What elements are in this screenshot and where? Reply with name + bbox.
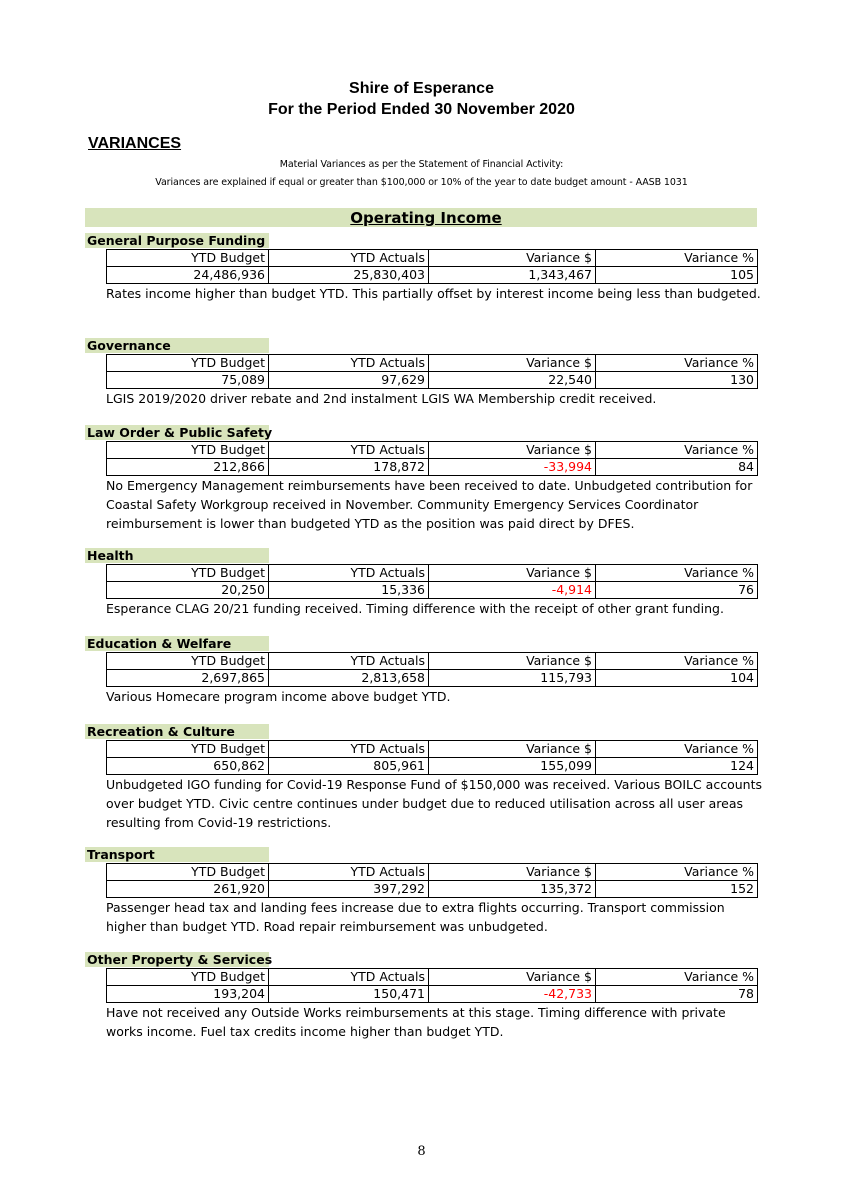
ytd-actuals-value: 25,830,403 bbox=[269, 267, 429, 284]
section-education-welfare bbox=[85, 633, 765, 706]
explanation: Rates income higher than budget YTD. This partially offset by interest income being less than budgeted. bbox=[106, 286, 761, 301]
col-variance-pct: Variance % bbox=[596, 250, 758, 267]
ytd-actuals-value: 2,813,658 bbox=[269, 670, 429, 687]
col-variance-pct: Variance % bbox=[596, 355, 758, 372]
col-ytd-actuals: YTD Actuals bbox=[269, 969, 429, 986]
col-ytd-budget: YTD Budget bbox=[107, 864, 269, 881]
note-line-2: Variances are explained if equal or greater than $100,000 or 10% of the year to date budget amount - AASB 1031 bbox=[155, 177, 688, 188]
col-variance-pct: Variance % bbox=[596, 741, 758, 758]
explanation: LGIS 2019/2020 driver rebate and 2nd instalment LGIS WA Membership credit received. bbox=[106, 391, 657, 406]
variances-heading: VARIANCES bbox=[88, 135, 182, 152]
section-title: Transport bbox=[85, 847, 269, 862]
ytd-actuals-value: 15,336 bbox=[269, 582, 429, 599]
variance-amount-value: 115,793 bbox=[429, 670, 596, 687]
ytd-actuals-value: 97,629 bbox=[269, 372, 429, 389]
header-row bbox=[107, 250, 758, 267]
variance-table bbox=[106, 863, 758, 898]
section-general-purpose-funding bbox=[85, 230, 765, 303]
col-variance-amount: Variance $ bbox=[429, 864, 596, 881]
variance-table bbox=[106, 441, 758, 476]
col-variance-pct: Variance % bbox=[596, 565, 758, 582]
variance-amount-value: -42,733 bbox=[429, 986, 596, 1003]
variance-table bbox=[106, 354, 758, 389]
col-ytd-actuals: YTD Actuals bbox=[269, 653, 429, 670]
variance-amount-value: 155,099 bbox=[429, 758, 596, 775]
value-row bbox=[107, 670, 758, 687]
ytd-actuals-value: 178,872 bbox=[269, 459, 429, 476]
variance-pct-value: 152 bbox=[596, 881, 758, 898]
variance-amount-value: -33,994 bbox=[429, 459, 596, 476]
variance-pct-value: 105 bbox=[596, 267, 758, 284]
value-row bbox=[107, 881, 758, 898]
section-other-property-services bbox=[85, 949, 765, 1041]
ytd-budget-value: 193,204 bbox=[107, 986, 269, 1003]
header-row bbox=[107, 355, 758, 372]
header-row bbox=[107, 741, 758, 758]
ytd-budget-value: 24,486,936 bbox=[107, 267, 269, 284]
col-ytd-actuals: YTD Actuals bbox=[269, 355, 429, 372]
ytd-budget-value: 650,862 bbox=[107, 758, 269, 775]
explanation: Esperance CLAG 20/21 funding received. Timing difference with the receipt of other grant funding. bbox=[106, 601, 724, 616]
col-ytd-actuals: YTD Actuals bbox=[269, 250, 429, 267]
value-row bbox=[107, 459, 758, 476]
ytd-budget-value: 212,866 bbox=[107, 459, 269, 476]
col-ytd-budget: YTD Budget bbox=[107, 250, 269, 267]
section-recreation-culture bbox=[85, 721, 765, 832]
report-header bbox=[0, 78, 843, 120]
variance-amount-value: 1,343,467 bbox=[429, 267, 596, 284]
explanation: Passenger head tax and landing fees increase due to extra flights occurring. Transport commission higher than budget YTD. Road repair reimbursement was unbudgeted. bbox=[106, 900, 725, 934]
period-title: For the Period Ended 30 November 2020 bbox=[268, 101, 575, 118]
ytd-budget-value: 2,697,865 bbox=[107, 670, 269, 687]
col-variance-pct: Variance % bbox=[596, 442, 758, 459]
header-row bbox=[107, 653, 758, 670]
explanation: Unbudgeted IGO funding for Covid-19 Response Fund of $150,000 was received. Various BOILC accounts over budget YTD. Civic centre continues under budget due to reduced utilisation across all user areas resulting from Covid-19 restrictions. bbox=[106, 777, 762, 830]
ytd-actuals-value: 805,961 bbox=[269, 758, 429, 775]
section-title: General Purpose Funding bbox=[85, 233, 269, 248]
value-row bbox=[107, 986, 758, 1003]
section-title: Health bbox=[85, 548, 269, 563]
col-variance-pct: Variance % bbox=[596, 969, 758, 986]
explanation: Have not received any Outside Works reimbursements at this stage. Timing difference with private works income. Fuel tax credits income higher than budget YTD. bbox=[106, 1005, 726, 1039]
value-row bbox=[107, 582, 758, 599]
section-law-order-public-safety bbox=[85, 422, 765, 533]
section-transport bbox=[85, 844, 765, 936]
col-variance-amount: Variance $ bbox=[429, 442, 596, 459]
col-ytd-budget: YTD Budget bbox=[107, 355, 269, 372]
variance-pct-value: 76 bbox=[596, 582, 758, 599]
section-health bbox=[85, 545, 765, 618]
header-row bbox=[107, 969, 758, 986]
col-variance-amount: Variance $ bbox=[429, 565, 596, 582]
value-row bbox=[107, 372, 758, 389]
col-ytd-budget: YTD Budget bbox=[107, 969, 269, 986]
header-row bbox=[107, 864, 758, 881]
variance-table bbox=[106, 249, 758, 284]
ytd-budget-value: 75,089 bbox=[107, 372, 269, 389]
ytd-actuals-value: 150,471 bbox=[269, 986, 429, 1003]
col-ytd-budget: YTD Budget bbox=[107, 741, 269, 758]
note-line-1: Material Variances as per the Statement of Financial Activity: bbox=[279, 159, 564, 170]
variance-pct-value: 124 bbox=[596, 758, 758, 775]
section-title: Recreation & Culture bbox=[85, 724, 269, 739]
ytd-budget-value: 261,920 bbox=[107, 881, 269, 898]
page-number: 8 bbox=[417, 1144, 426, 1159]
value-row bbox=[107, 758, 758, 775]
variance-amount-value: 135,372 bbox=[429, 881, 596, 898]
col-variance-amount: Variance $ bbox=[429, 653, 596, 670]
section-title: Education & Welfare bbox=[85, 636, 269, 651]
col-ytd-actuals: YTD Actuals bbox=[269, 442, 429, 459]
variance-table bbox=[106, 564, 758, 599]
col-variance-pct: Variance % bbox=[596, 864, 758, 881]
ytd-actuals-value: 397,292 bbox=[269, 881, 429, 898]
col-ytd-budget: YTD Budget bbox=[107, 565, 269, 582]
header-row bbox=[107, 442, 758, 459]
col-variance-amount: Variance $ bbox=[429, 355, 596, 372]
col-variance-amount: Variance $ bbox=[429, 969, 596, 986]
variance-pct-value: 104 bbox=[596, 670, 758, 687]
variance-table bbox=[106, 968, 758, 1003]
col-ytd-actuals: YTD Actuals bbox=[269, 565, 429, 582]
col-ytd-actuals: YTD Actuals bbox=[269, 741, 429, 758]
operating-income-title: Operating Income bbox=[350, 209, 502, 227]
variance-pct-value: 78 bbox=[596, 986, 758, 1003]
col-variance-amount: Variance $ bbox=[429, 250, 596, 267]
variance-amount-value: 22,540 bbox=[429, 372, 596, 389]
col-ytd-actuals: YTD Actuals bbox=[269, 864, 429, 881]
col-variance-pct: Variance % bbox=[596, 653, 758, 670]
col-ytd-budget: YTD Budget bbox=[107, 442, 269, 459]
explanation: Various Homecare program income above budget YTD. bbox=[106, 689, 451, 704]
section-title: Governance bbox=[85, 338, 269, 353]
col-ytd-budget: YTD Budget bbox=[107, 653, 269, 670]
section-title: Law Order & Public Safety bbox=[87, 425, 273, 440]
variance-amount-value: -4,914 bbox=[429, 582, 596, 599]
variance-table bbox=[106, 740, 758, 775]
col-variance-amount: Variance $ bbox=[429, 741, 596, 758]
value-row bbox=[107, 267, 758, 284]
operating-income-bar bbox=[85, 208, 757, 227]
explanation: No Emergency Management reimbursements have been received to date. Unbudgeted contribution for Coastal Safety Workgroup received in November. Community Emergency Services Coordinator reimbursement is lower than budgeted YTD as the position was paid direct by DFES. bbox=[106, 478, 753, 531]
variance-pct-value: 84 bbox=[596, 459, 758, 476]
variance-table bbox=[106, 652, 758, 687]
section-governance bbox=[85, 335, 765, 408]
ytd-budget-value: 20,250 bbox=[107, 582, 269, 599]
header-row bbox=[107, 565, 758, 582]
section-title: Other Property & Services bbox=[87, 952, 273, 967]
org-title: Shire of Esperance bbox=[349, 80, 494, 97]
variance-pct-value: 130 bbox=[596, 372, 758, 389]
